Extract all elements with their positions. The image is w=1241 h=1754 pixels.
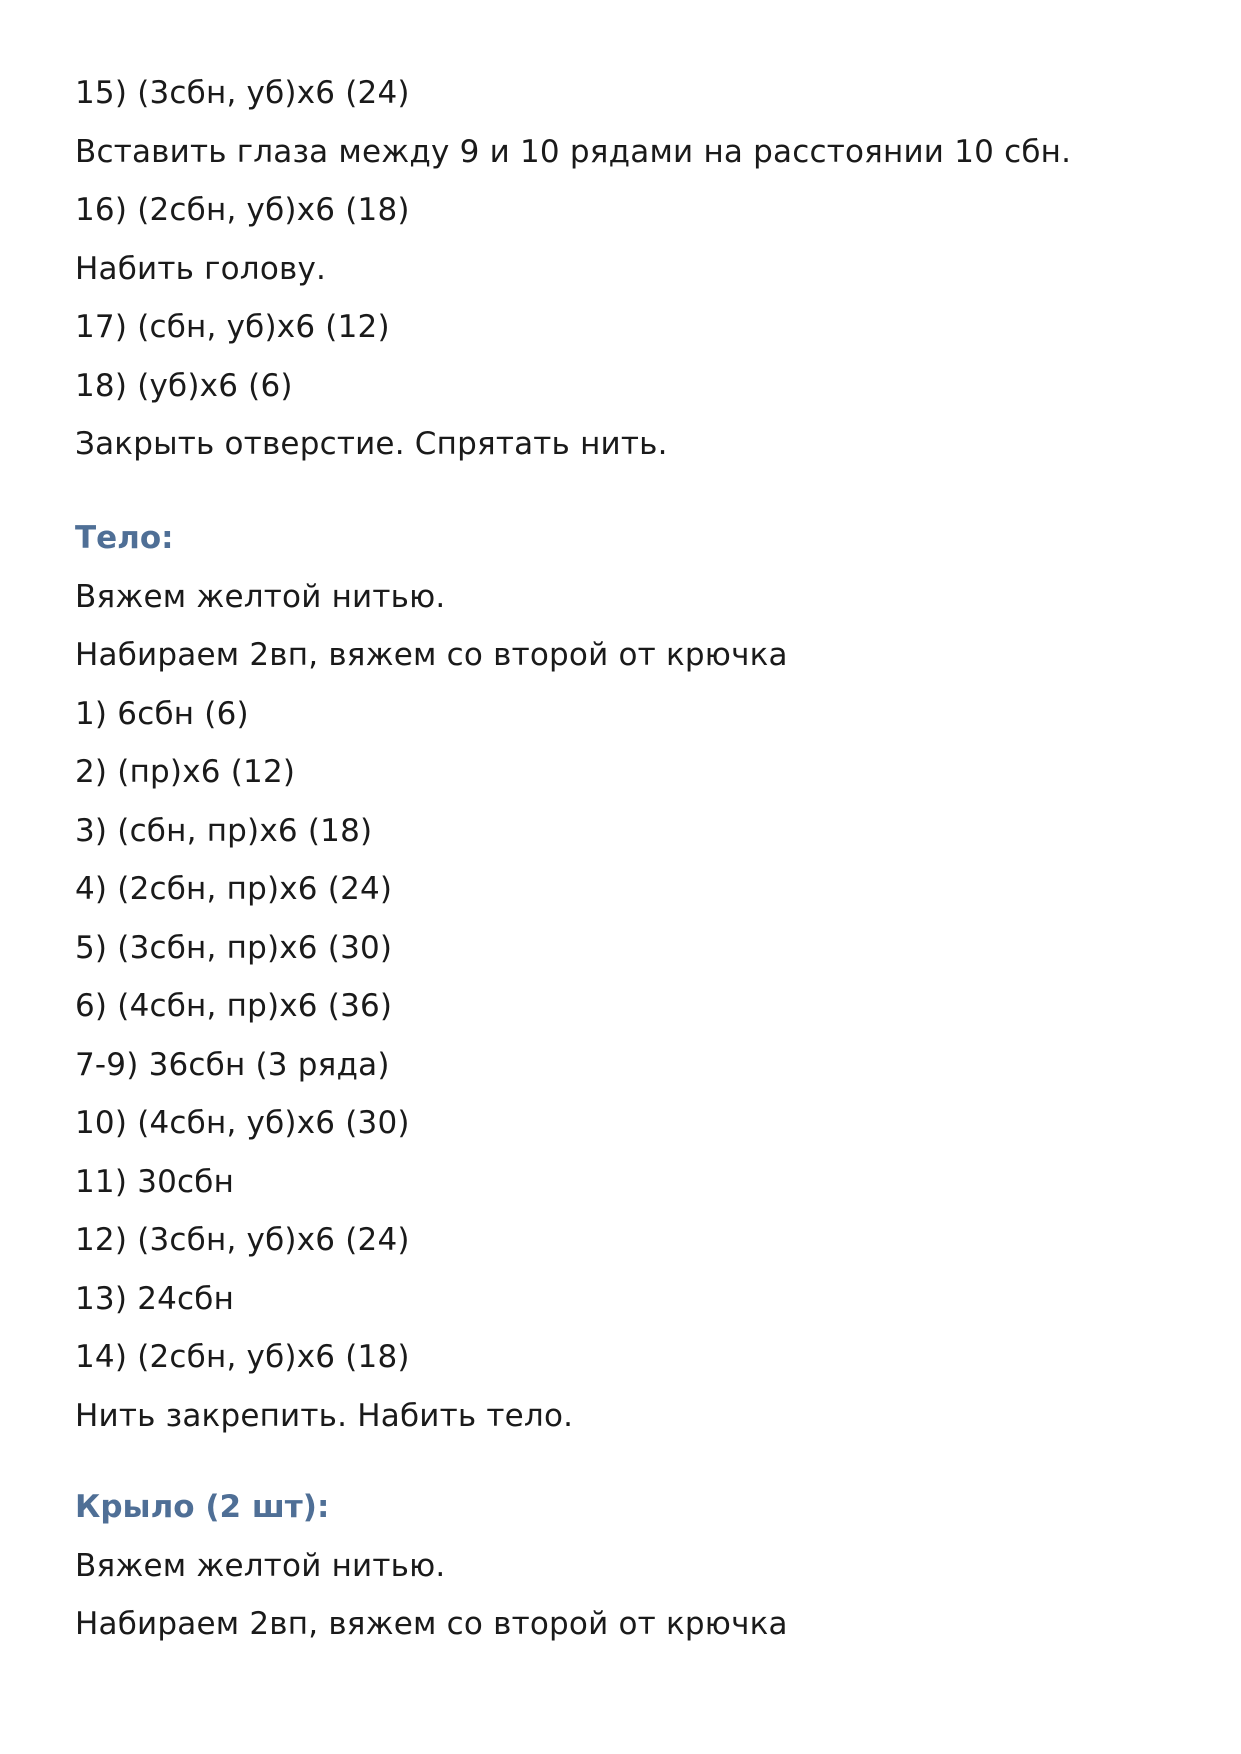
instruction-line: Набить голову. xyxy=(75,250,327,287)
instruction-line: 4) (2сбн, пр)х6 (24) xyxy=(75,871,393,907)
wing-section xyxy=(75,1478,1175,1654)
instruction-line: 16) (2сбн, уб)х6 (18) xyxy=(75,192,410,228)
instruction-line: Вяжем желтой нитью. xyxy=(75,1547,446,1584)
instruction-line: 7-9) 36сбн (3 ряда) xyxy=(75,1046,390,1083)
head-continuation-section xyxy=(75,64,1175,474)
instruction-line: 15) (3сбн, уб)х6 (24) xyxy=(75,75,410,111)
instruction-line: Вставить глаза между 9 и 10 рядами на расстоянии 10 сбн. xyxy=(75,133,1072,170)
instruction-line: 14) (2сбн, уб)х6 (18) xyxy=(75,1339,410,1375)
instruction-line: 11) 30сбн xyxy=(75,1163,235,1200)
instruction-line: 10) (4сбн, уб)х6 (30) xyxy=(75,1105,410,1141)
instruction-line: 18) (уб)х6 (6) xyxy=(75,367,293,404)
instruction-line: 6) (4сбн, пр)х6 (36) xyxy=(75,988,393,1024)
instruction-line: Набираем 2вп, вяжем со второй от крючка xyxy=(75,1606,788,1642)
instruction-line: 12) (3сбн, уб)х6 (24) xyxy=(75,1222,410,1258)
instruction-line: 1) 6сбн (6) xyxy=(75,695,249,732)
body-section xyxy=(75,509,1175,1445)
instruction-line: Вяжем желтой нитью. xyxy=(75,578,446,615)
instruction-line: 2) (пр)х6 (12) xyxy=(75,754,296,790)
section-heading-body: Тело: xyxy=(75,520,174,556)
instruction-line: 5) (3сбн, пр)х6 (30) xyxy=(75,929,393,966)
instruction-line: Набираем 2вп, вяжем со второй от крючка xyxy=(75,637,788,673)
instruction-line: 13) 24сбн xyxy=(75,1280,235,1317)
instruction-line: Нить закрепить. Набить тело. xyxy=(75,1397,574,1434)
section-heading-wing: Крыло (2 шт): xyxy=(75,1489,330,1525)
instruction-line: 17) (сбн, уб)х6 (12) xyxy=(75,309,390,345)
instruction-line: 3) (сбн, пр)х6 (18) xyxy=(75,812,373,849)
instruction-line: Закрыть отверстие. Спрятать нить. xyxy=(75,426,668,462)
